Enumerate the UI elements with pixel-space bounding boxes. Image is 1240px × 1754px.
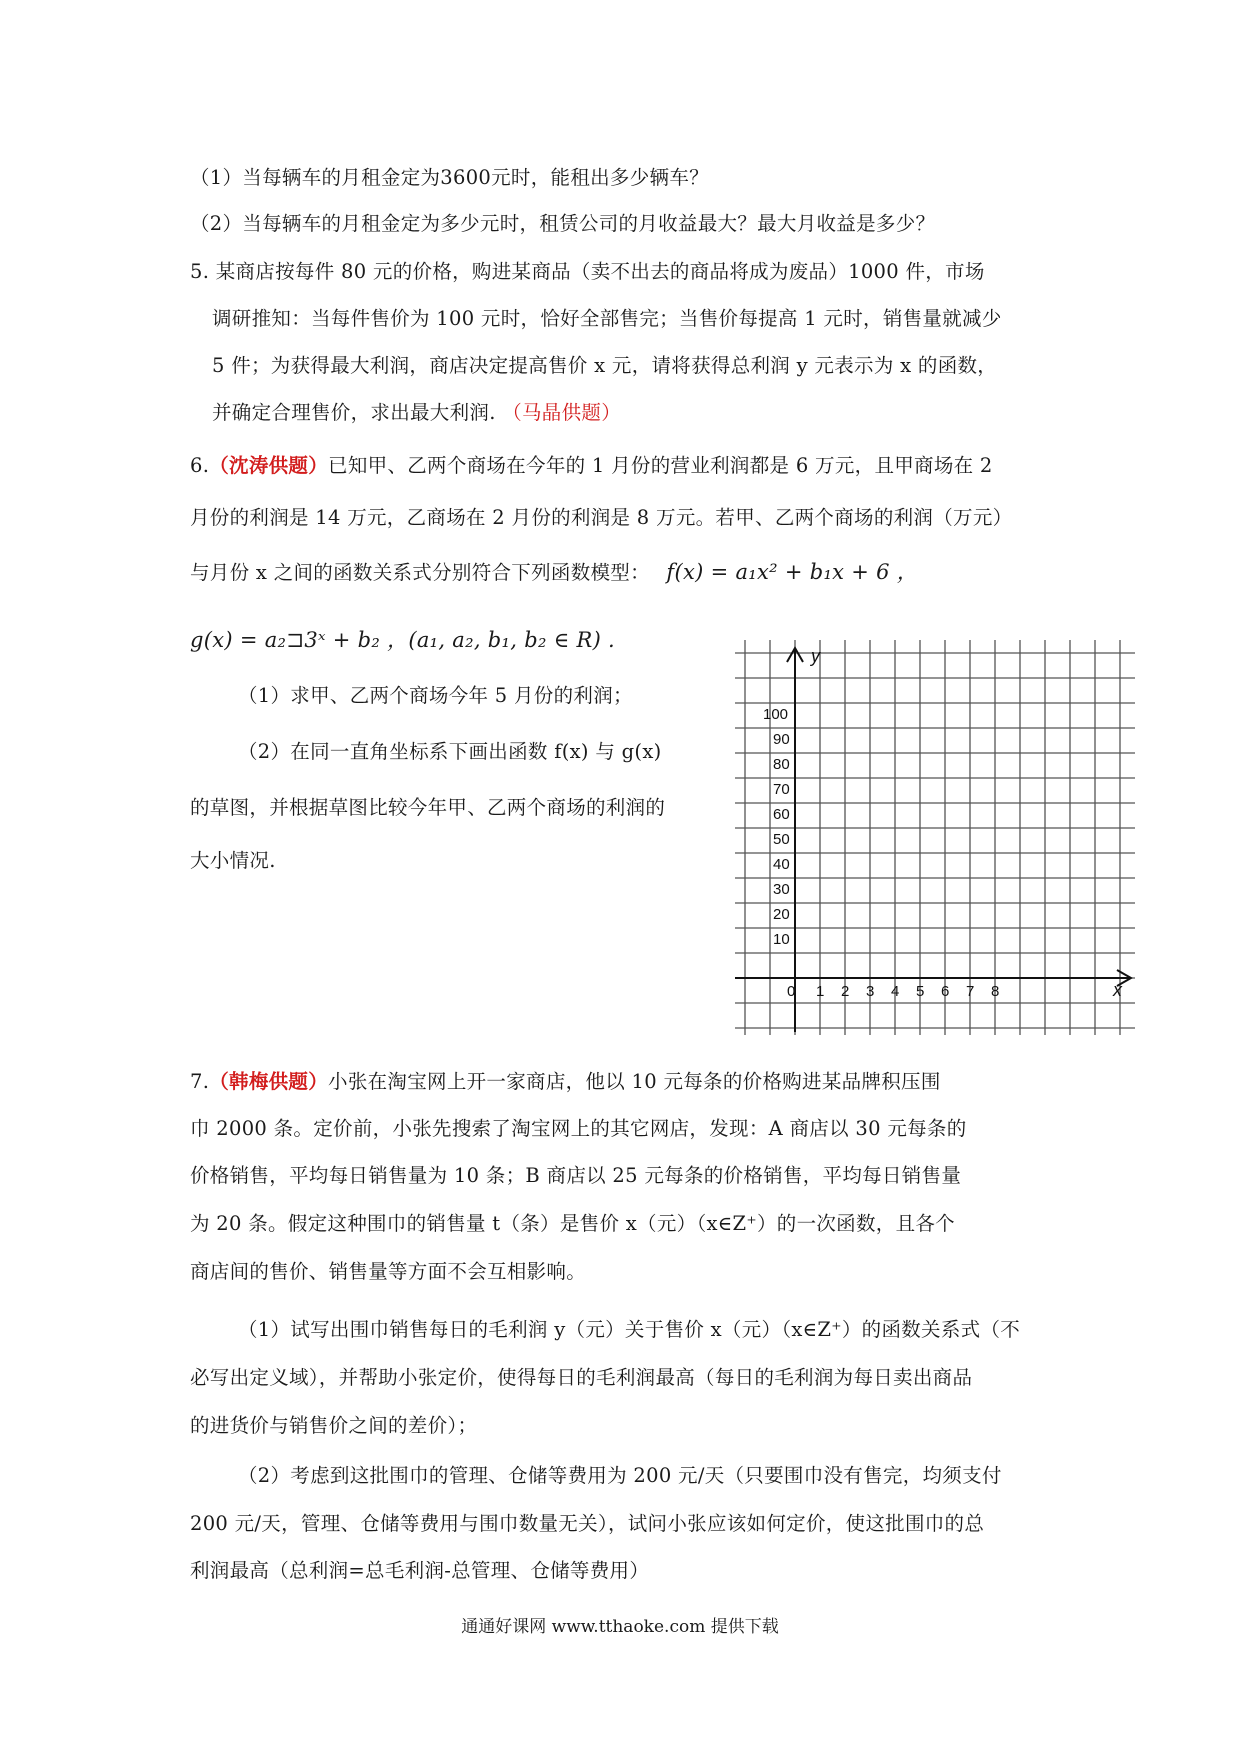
y-tick-label: 80	[773, 756, 790, 773]
p5-line-4	[212, 397, 621, 425]
p5-line-2: 调研推知：当每件售价为 100 元时，恰好全部售完；当售价每提高 1 元时，销售量就减少	[212, 307, 1002, 330]
p7-number: 7.	[190, 1070, 210, 1093]
x-tick-label: 5	[916, 983, 925, 1000]
p6-question-1: （1）求甲、乙两个商场今年 5 月份的利润；	[238, 684, 633, 707]
p6-number: 6.	[190, 454, 210, 477]
p5-line-4-text: 并确定合理售价，求出最大利润.	[212, 401, 496, 424]
origin-label: 0	[787, 983, 796, 1000]
y-tick-label: 60	[773, 806, 790, 823]
x-tick-label: 6	[941, 983, 950, 1000]
p7-credit: （韩梅供题）	[209, 1070, 329, 1093]
p7-question-2-line-3: 利润最高（总利润=总毛利润-总管理、仓储等费用）	[190, 1559, 650, 1582]
p6-question-2-line-3: 大小情况.	[190, 849, 276, 872]
y-tick-label: 70	[773, 781, 790, 798]
y-tick-label: 40	[773, 856, 790, 873]
y-axis-label: y	[811, 646, 820, 666]
p4-question-2: （2）当每辆车的月租金定为多少元时，租赁公司的月收益最大？最大月收益是多少？	[190, 212, 936, 235]
x-axis-label: x	[1113, 980, 1122, 1000]
p6-line-3-text: 与月份 x 之间的函数关系式分别符合下列函数模型：	[190, 561, 650, 584]
p6-line-2: 月份的利润是 14 万元，乙商场在 2 月份的利润是 8 万元。若甲、乙两个商场的利润（万元）	[190, 506, 1013, 529]
p6-line-1	[190, 450, 993, 478]
x-tick-label: 1	[816, 983, 825, 1000]
x-tick-label: 8	[991, 983, 1000, 1000]
p4-question-1: （1）当每辆车的月租金定为3600元时，能租出多少辆车？	[190, 166, 709, 189]
y-tick-label: 20	[773, 906, 790, 923]
y-tick-label: 30	[773, 881, 790, 898]
p6-line-1-text: 已知甲、乙两个商场在今年的 1 月份的营业利润都是 6 万元，且甲商场在 2	[328, 454, 993, 477]
x-tick-label: 2	[841, 983, 850, 1000]
p7-question-2-line-2: 200 元/天，管理、仓储等费用与围巾数量无关），试问小张应该如何定价，使这批围巾的总	[190, 1512, 985, 1535]
p7-question-1-line-2: 必写出定义域），并帮助小张定价，使得每日的毛利润最高（每日的毛利润为每日卖出商品	[190, 1366, 973, 1389]
p5-line-1: 5. 某商店按每件 80 元的价格，购进某商品（卖不出去的商品将成为废品）1000 件，市场	[190, 260, 985, 283]
p7-line-4: 为 20 条。假定这种围巾的销售量 t（条）是售价 x（元）（x∈Z⁺）的一次函数，且各个	[190, 1212, 955, 1235]
coordinate-grid	[735, 640, 1135, 1035]
p7-question-1-line-1: （1）试写出围巾销售每日的毛利润 y（元）关于售价 x（元）（x∈Z⁺）的函数关系式（不	[238, 1318, 1021, 1341]
y-tick-label: 90	[773, 731, 790, 748]
p5-credit: （马晶供题）	[502, 401, 622, 424]
p7-question-2-line-1: （2）考虑到这批围巾的管理、仓储等费用为 200 元/天（只要围巾没有售完，均须支付	[238, 1464, 1002, 1487]
p6-line-3	[190, 556, 918, 586]
p6-formula-g: g(x) = a₂⊐3ˣ + b₂ ，(a₁, a₂, b₁, b₂ ∈ R) .	[190, 628, 616, 652]
p7-line-2: 巾 2000 条。定价前，小张先搜索了淘宝网上的其它网店，发现：A 商店以 30 元每条的	[190, 1117, 967, 1140]
page-footer: 通通好课网 www.tthaoke.com 提供下载	[461, 1617, 779, 1637]
y-tick-label: 10	[773, 931, 790, 948]
x-tick-label: 4	[891, 983, 900, 1000]
y-tick-label: 100	[763, 706, 789, 723]
p7-question-1-line-3: 的进货价与销售价之间的差价）；	[190, 1414, 478, 1437]
p6-question-2-line-1: （2）在同一直角坐标系下画出函数 f(x) 与 g(x)	[238, 740, 662, 763]
p7-line-5: 商店间的售价、销售量等方面不会互相影响。	[190, 1260, 587, 1283]
x-tick-label: 7	[966, 983, 975, 1000]
p7-line-1	[190, 1066, 941, 1094]
y-tick-label: 50	[773, 831, 790, 848]
p5-line-3: 5 件；为获得最大利润，商店决定提高售价 x 元，请将获得总利润 y 元表示为 x 的函数，	[212, 354, 998, 377]
p6-question-2-line-2: 的草图，并根据草图比较今年甲、乙两个商场的利润的	[190, 796, 666, 819]
p7-line-3: 价格销售，平均每日销售量为 10 条；B 商店以 25 元每条的价格销售，平均每日销售量	[190, 1164, 962, 1187]
x-tick-label: 3	[866, 983, 875, 1000]
p7-line-1-text: 小张在淘宝网上开一家商店，他以 10 元每条的价格购进某品牌积压围	[328, 1070, 941, 1093]
p6-credit: （沈涛供题）	[209, 454, 329, 477]
p6-formula-f: f(x) = a₁x² + b₁x + 6 ，	[666, 560, 919, 584]
